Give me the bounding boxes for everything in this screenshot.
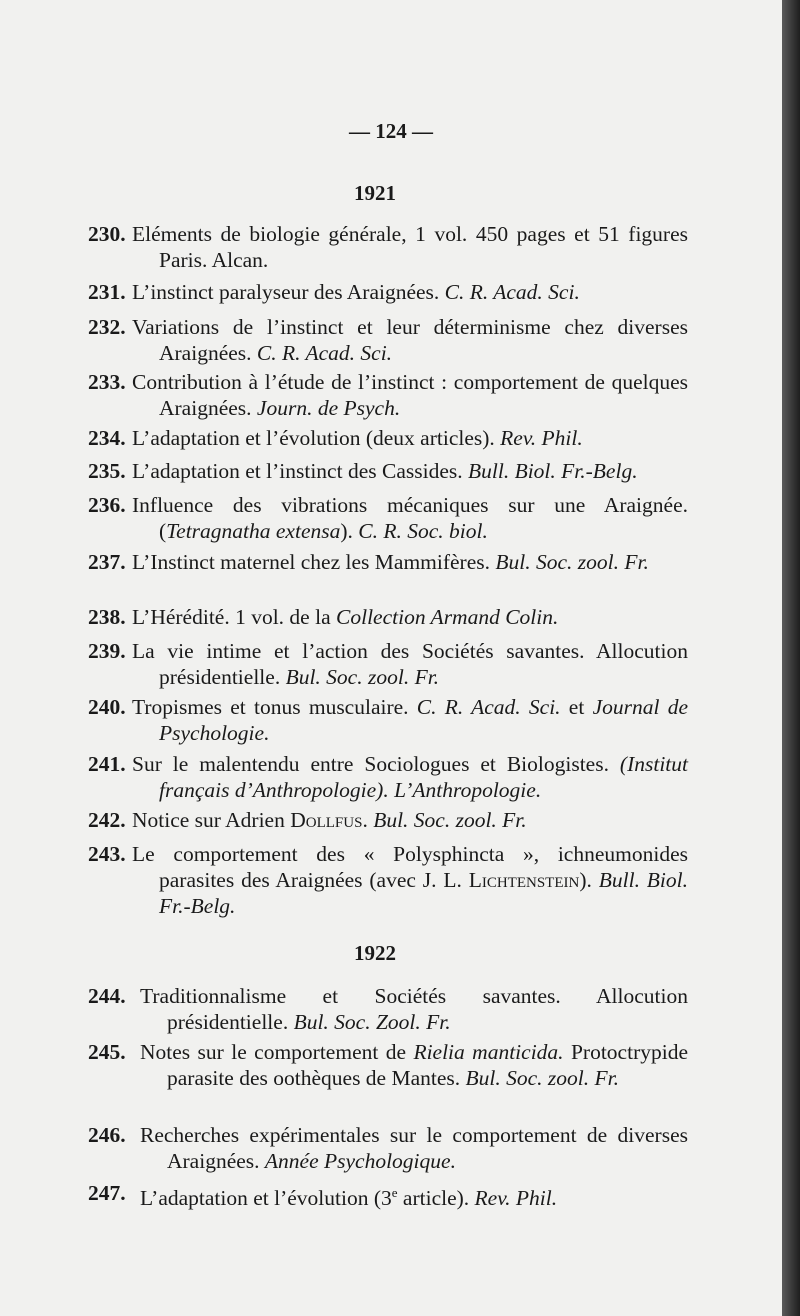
entry-text-part: Tropismes et tonus musculaire. — [132, 695, 417, 719]
citation-italic: Tetragnatha extensa — [166, 519, 341, 543]
entry-text-part: Recherches expérimentales sur le comportement de diverses Araignées. — [140, 1123, 688, 1173]
entry-text-part: Notes sur le comportement de — [140, 1040, 414, 1064]
entry-number: 237. — [88, 550, 126, 574]
entry-text — [132, 751, 688, 803]
citation-italic: Bul. Soc. Zool. Fr. — [293, 1010, 451, 1034]
entry-text-part: ). — [579, 868, 599, 892]
entry-244 — [88, 983, 688, 1035]
entry-number: 232. — [88, 315, 126, 339]
entry-240 — [88, 694, 688, 746]
entry-number: 245. — [88, 1040, 126, 1064]
entry-number: 242. — [88, 808, 126, 832]
entry-246 — [88, 1122, 688, 1174]
entry-text-part: Protoctrypide parasite des oothèques de Mantes. — [167, 1040, 688, 1090]
entry-text-part: Traditionnalisme et Sociétés savantes. Allocution présidentielle. — [140, 984, 688, 1034]
entry-text — [132, 549, 688, 575]
entry-text-part: Contribution à l’étude de l’instinct : comportement de quelques Araignées. — [132, 370, 688, 420]
entry-236 — [88, 492, 688, 544]
entry-number: 239. — [88, 639, 126, 663]
author-name: Lichtenstein — [468, 868, 580, 892]
citation-italic: (Institut français d’Anthropologie). L’Anthropologie. — [159, 752, 688, 802]
entry-text — [132, 279, 688, 305]
entry-number: 235. — [88, 459, 126, 483]
entry-text-part: Variations de l’instinct et leur déterminisme chez diverses Araignées. — [132, 315, 688, 365]
entry-text-part: . — [362, 808, 374, 832]
entry-number: 231. — [88, 280, 126, 304]
entry-text-part: Notice sur Adrien — [132, 808, 291, 832]
entry-text — [140, 1039, 688, 1091]
entry-number: 236. — [88, 493, 126, 517]
entry-text-part: L’adaptation et l’instinct des Cassides. — [132, 459, 468, 483]
citation-italic: Bul. Soc. zool. Fr. — [373, 808, 527, 832]
entry-text-part: L’adaptation et l’évolution (deux articles). — [132, 426, 501, 450]
entry-number: 240. — [88, 695, 126, 719]
entry-text-part: Le comportement des « Polysphincta », ichneumonides parasites des Araignées (avec J. L. — [132, 842, 688, 892]
entry-238 — [88, 604, 688, 630]
entry-text — [132, 425, 688, 451]
entry-text-part: L’adaptation et l’évolution (3 — [140, 1186, 392, 1211]
citation-italic: Bul. Soc. zool. Fr. — [495, 550, 649, 574]
entry-text — [132, 314, 688, 366]
citation-italic: Journ. de Psych. — [256, 396, 401, 420]
entry-230 — [88, 221, 688, 273]
citation-italic: Journal de Psychologie. — [159, 695, 688, 745]
entry-235 — [88, 458, 688, 484]
entry-number: 243. — [88, 842, 126, 866]
entry-232 — [88, 314, 688, 366]
entry-237 — [88, 549, 688, 575]
citation-italic: Collection Armand Colin. — [336, 605, 559, 629]
entry-245 — [88, 1039, 688, 1091]
entry-text-part: e — [391, 1185, 398, 1200]
entry-number: 230. — [88, 222, 126, 246]
citation-italic: C. R. Acad. Sci. — [416, 695, 561, 719]
entry-text-part: ). — [340, 519, 359, 543]
entry-number: 234. — [88, 426, 126, 450]
entry-number: 233. — [88, 370, 126, 394]
entry-text — [140, 1180, 688, 1211]
entry-241 — [88, 751, 688, 803]
entry-text — [132, 638, 688, 690]
entry-text-part: L’Instinct maternel chez les Mammifères. — [132, 550, 496, 574]
citation-italic: Rev. Phil. — [500, 426, 583, 450]
entry-231 — [88, 279, 688, 305]
entry-text — [140, 1122, 688, 1174]
year-heading-1922: 1922 — [354, 941, 396, 965]
citation-italic: Bull. Biol. Fr.-Belg. — [159, 868, 688, 918]
entry-242 — [88, 807, 688, 833]
entry-234 — [88, 425, 688, 451]
entry-text-part: Eléments de biologie générale, 1 vol. 450 pages et 51 figures Paris. Alcan. — [132, 222, 688, 272]
entry-text-part: La vie intime et l’action des Sociétés savantes. Allocution présidentielle. — [132, 639, 688, 689]
entry-text — [132, 694, 688, 746]
entry-243 — [88, 841, 688, 919]
citation-italic: Rev. Phil. — [474, 1186, 558, 1211]
entry-number: 241. — [88, 752, 126, 776]
entry-text-part: article). — [397, 1186, 475, 1211]
entry-text-part: Influence des vibrations mécaniques sur une Araignée. ( — [132, 493, 688, 543]
entry-233 — [88, 369, 688, 421]
entry-number: 246. — [88, 1123, 126, 1147]
citation-italic: C. R. Acad. Sci. — [256, 341, 393, 365]
citation-italic: C. R. Acad. Sci. — [444, 280, 580, 304]
citation-italic: Bull. Biol. Fr.-Belg. — [467, 459, 638, 483]
citation-italic: Année Psychologique. — [264, 1149, 456, 1173]
entry-247 — [88, 1180, 688, 1211]
entry-text — [140, 983, 688, 1035]
entry-text — [132, 604, 688, 630]
page-number: — 124 — — [349, 119, 433, 143]
entry-text-part: Sur le malentendu entre Sociologues et Biologistes. — [132, 752, 620, 776]
entry-text-part: L’Hérédité. 1 vol. de la — [132, 605, 336, 629]
citation-italic: Bul. Soc. zool. Fr. — [465, 1066, 620, 1090]
author-name: Dollfus — [290, 808, 363, 832]
entry-text — [132, 807, 688, 833]
year-heading-1921: 1921 — [354, 181, 396, 205]
citation-italic: C. R. Soc. biol. — [358, 519, 488, 543]
book-page-edge — [782, 0, 800, 1316]
entry-text — [132, 492, 688, 544]
entry-text — [132, 221, 688, 273]
entry-text-part: et — [560, 695, 593, 719]
entry-number: 238. — [88, 605, 126, 629]
entry-text — [132, 458, 688, 484]
entry-number: 244. — [88, 984, 126, 1008]
citation-italic: Rielia manticida. — [413, 1040, 564, 1064]
citation-italic: Bul. Soc. zool. Fr. — [285, 665, 440, 689]
entry-239 — [88, 638, 688, 690]
entry-text — [132, 369, 688, 421]
entry-number: 247. — [88, 1181, 126, 1205]
entry-text-part: L’instinct paralyseur des Araignées. — [132, 280, 445, 304]
entry-text — [132, 841, 688, 919]
